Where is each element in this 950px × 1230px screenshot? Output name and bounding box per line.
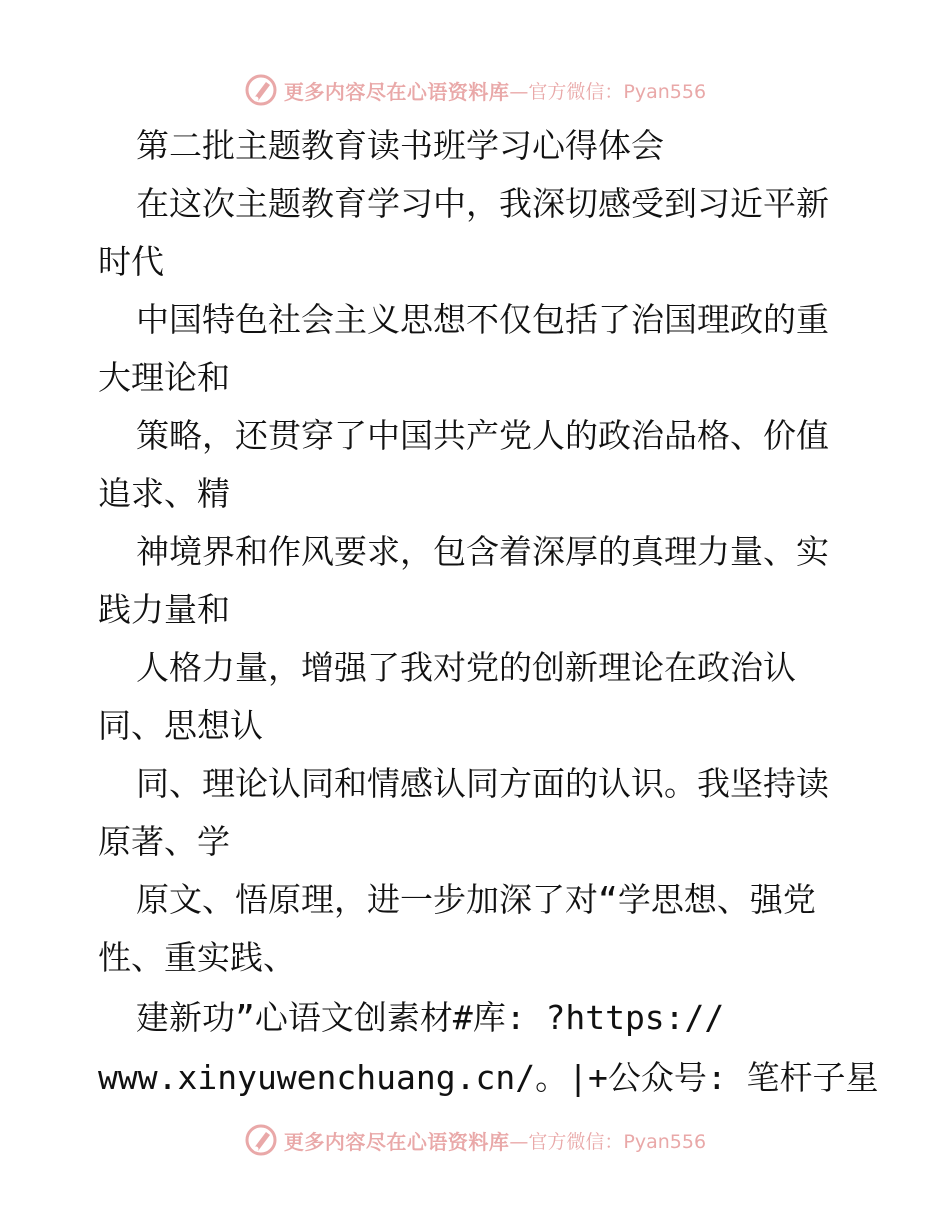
text-line: www.xinyuwenchuang.cn/。|+公众号: 笔杆子星 xyxy=(98,1058,879,1097)
text-line: 策略，还贯穿了中国共产党人的政治品格、价值 xyxy=(136,416,829,455)
text-line: 建新功”心语文创素材#库: ?https:// xyxy=(136,998,725,1037)
footer-watermark xyxy=(0,1120,950,1160)
text-line: 同、思想认 xyxy=(98,706,263,745)
footer-brand-text: 更多内容尽在心语资料库 xyxy=(283,1129,510,1154)
text-line: 原著、学 xyxy=(98,822,230,861)
header-watermark xyxy=(0,70,950,110)
text-line: 大理论和 xyxy=(98,358,230,397)
text-line: 人格力量，增强了我对党的创新理论在政治认 xyxy=(136,648,796,687)
text-line: 原文、悟原理，进一步加深了对“学思想、强党 xyxy=(136,880,816,919)
text-line: 在这次主题教育学习中，我深切感受到习近平新 xyxy=(136,184,829,223)
text-line: 性、重实践、 xyxy=(98,938,296,977)
footer-wechat-text: —官方微信：Pyan556 xyxy=(509,1130,707,1153)
pen-logo-icon xyxy=(244,73,278,107)
text-line: 神境界和作风要求，包含着深厚的真理力量、实 xyxy=(136,532,829,571)
text-line: 践力量和 xyxy=(98,590,230,629)
header-wechat-text: —官方微信：Pyan556 xyxy=(509,80,707,103)
header-brand-text: 更多内容尽在心语资料库 xyxy=(283,79,510,104)
text-line: 中国特色社会主义思想不仅包括了治国理政的重 xyxy=(136,300,829,339)
pen-logo-icon xyxy=(244,1123,278,1157)
text-line: 时代 xyxy=(98,242,164,281)
text-line: 追求、精 xyxy=(98,474,230,513)
document-title: 第二批主题教育读书班学习心得体会 xyxy=(136,126,664,165)
text-line: 同、理论认同和情感认同方面的认识。我坚持读 xyxy=(136,764,829,803)
